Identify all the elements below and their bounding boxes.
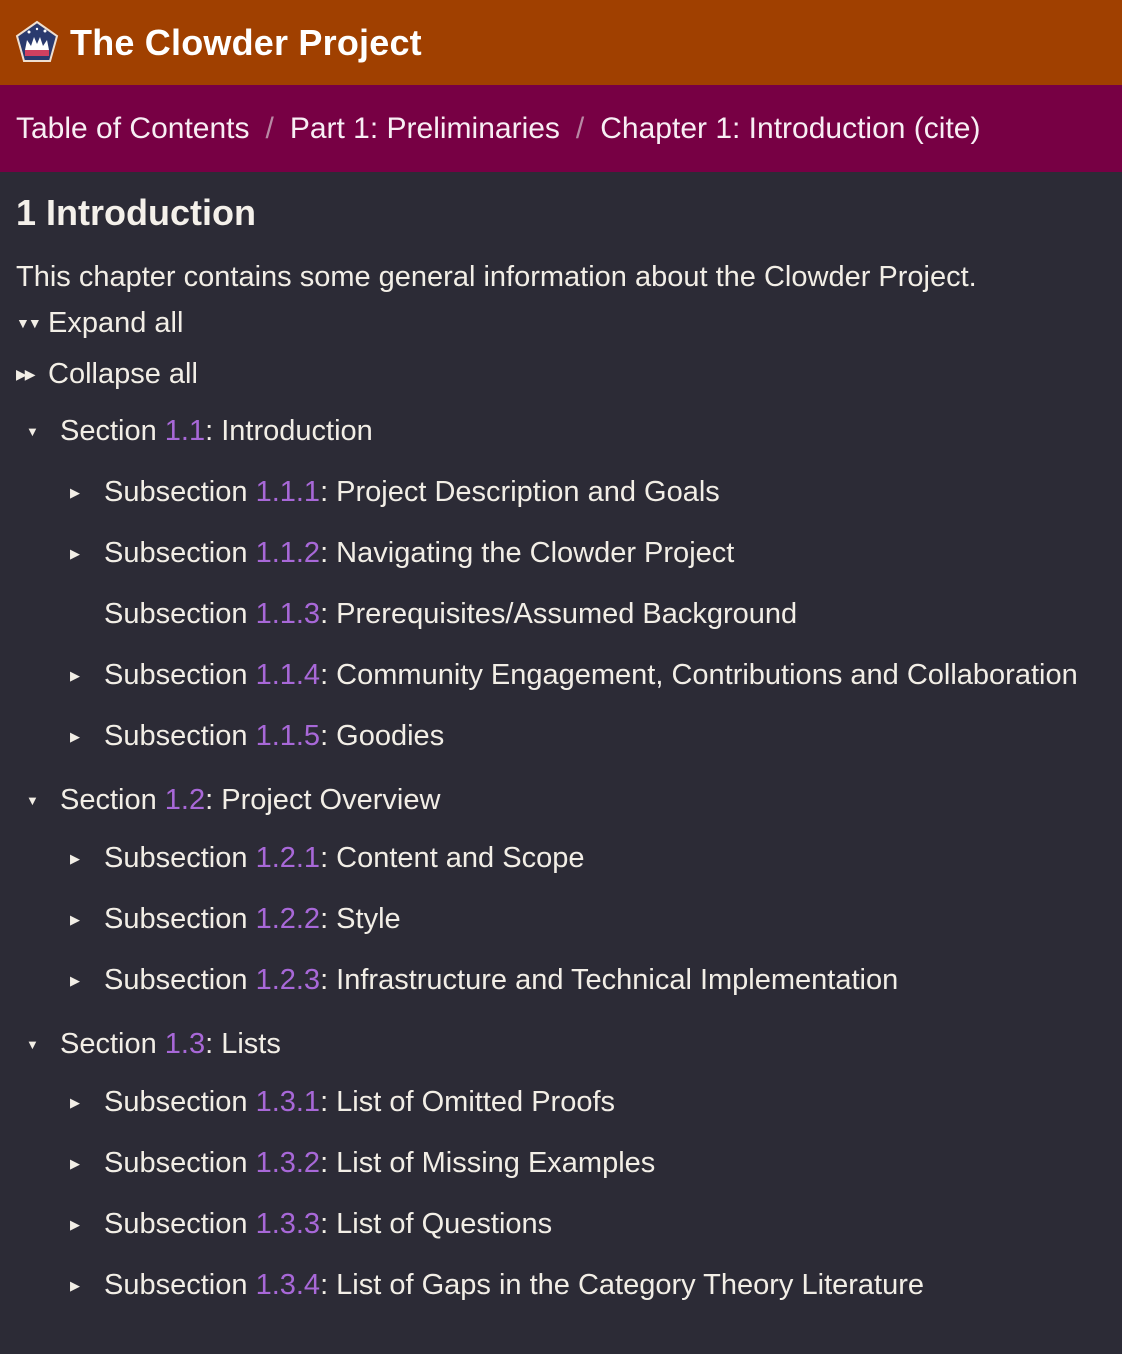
subsection-prefix: Subsection (104, 903, 248, 935)
section-prefix: Section (60, 1028, 157, 1060)
subsection-prefix: Subsection (104, 476, 248, 508)
triangle-right-icon[interactable]: ▶ (70, 911, 80, 927)
section-number[interactable]: 1.1 (164, 414, 206, 447)
toc-subsection[interactable] (16, 1072, 1106, 1133)
subsection-prefix: Subsection (104, 659, 248, 691)
triangle-right-icon[interactable]: ▶ (70, 1155, 80, 1171)
subsection-number[interactable]: 1.2.2 (255, 903, 321, 935)
expand-all-button[interactable] (16, 298, 1106, 349)
triangle-right-icon[interactable]: ▶ (70, 1216, 80, 1232)
collapse-all-label: Collapse all (48, 358, 198, 390)
triangle-down-icon[interactable]: ▼ (26, 423, 39, 439)
expand-all-label: Expand all (48, 307, 184, 339)
triangle-right-icon[interactable]: ▶ (70, 850, 80, 866)
triangle-right-icon[interactable]: ▶ (70, 972, 80, 988)
subsection-number[interactable]: 1.1.2 (255, 537, 321, 569)
section-prefix: Section (60, 414, 157, 447)
collapse-all-button[interactable] (16, 349, 1106, 400)
triangle-right-icon[interactable]: ▶ (70, 667, 80, 683)
breadcrumb-chapter[interactable]: Chapter 1: Introduction (cite) (600, 111, 981, 145)
double-triangle-down-icon: ▼▼ (16, 315, 40, 331)
section-title[interactable]: : Project Overview (205, 784, 441, 816)
section-prefix: Section (60, 784, 157, 816)
toc-subsection[interactable] (16, 584, 1106, 645)
toc-subsection[interactable] (16, 462, 1106, 523)
triangle-right-icon[interactable]: ▶ (70, 484, 80, 500)
section-number[interactable]: 1.2 (164, 784, 206, 816)
toc-section[interactable] (16, 400, 1106, 462)
site-header (0, 0, 1122, 85)
subsection-title[interactable]: : List of Questions (320, 1208, 553, 1240)
site-title[interactable]: The Clowder Project (70, 21, 422, 63)
breadcrumb-separator: / (575, 111, 585, 145)
section-number[interactable]: 1.3 (164, 1028, 206, 1060)
triangle-right-icon[interactable]: ▶ (70, 728, 80, 744)
clowder-logo-icon[interactable] (14, 20, 60, 66)
breadcrumb (0, 85, 1122, 172)
triangle-right-icon[interactable]: ▶ (70, 1277, 80, 1293)
toc-section[interactable] (16, 773, 1106, 828)
breadcrumb-toc[interactable]: Table of Contents (16, 111, 250, 145)
toc-subsection[interactable] (16, 889, 1106, 950)
subsection-number[interactable]: 1.2.1 (255, 842, 321, 874)
section-title[interactable]: : Introduction (205, 414, 373, 447)
subsection-prefix: Subsection (104, 1208, 248, 1240)
double-triangle-right-icon: ▶▶ (16, 366, 34, 382)
subsection-number[interactable]: 1.1.1 (255, 476, 321, 508)
subsection-prefix: Subsection (104, 1086, 248, 1118)
triangle-right-icon[interactable]: ▶ (70, 545, 80, 561)
chapter-intro: This chapter contains some general information about the Clowder Project. (16, 261, 977, 293)
toc-subsection[interactable] (16, 706, 1106, 767)
toc-subsection[interactable] (16, 828, 1106, 889)
toc-section[interactable] (16, 1017, 1106, 1072)
subsection-prefix: Subsection (104, 598, 248, 630)
subsection-title[interactable]: : Style (320, 903, 401, 935)
page-title: 1 Introduction (16, 192, 256, 233)
subsection-number[interactable]: 1.3.1 (255, 1086, 321, 1118)
subsection-title[interactable]: : List of Omitted Proofs (320, 1086, 616, 1118)
toc-subsection[interactable] (16, 950, 1106, 1011)
subsection-prefix: Subsection (104, 720, 248, 752)
subsection-title[interactable]: : Content and Scope (320, 842, 585, 874)
triangle-right-icon[interactable]: ▶ (70, 1094, 80, 1110)
toc-subsection[interactable] (16, 645, 1106, 706)
subsection-prefix: Subsection (104, 1269, 248, 1301)
subsection-prefix: Subsection (104, 842, 248, 874)
subsection-number[interactable]: 1.3.4 (255, 1269, 321, 1301)
toc-tree (16, 400, 1106, 1322)
subsection-title[interactable]: : Goodies (320, 720, 445, 752)
triangle-down-icon[interactable]: ▼ (26, 793, 39, 808)
toc-subsection[interactable] (16, 523, 1106, 584)
subsection-title[interactable]: : Prerequisites/Assumed Background (320, 598, 798, 630)
toc-subsection[interactable] (16, 1255, 1106, 1316)
subsection-number[interactable]: 1.2.3 (255, 964, 321, 996)
subsection-title[interactable]: : List of Gaps in the Category Theory Literature (320, 1269, 925, 1301)
subsection-number[interactable]: 1.1.4 (255, 659, 321, 691)
section-gap (16, 1316, 1106, 1322)
subsection-title[interactable]: : Project Description and Goals (320, 476, 720, 508)
subsection-title[interactable]: : Infrastructure and Technical Implementation (320, 964, 899, 996)
subsection-number[interactable]: 1.3.3 (255, 1208, 321, 1240)
triangle-down-icon[interactable]: ▼ (26, 1037, 39, 1052)
section-title[interactable]: : Lists (205, 1028, 281, 1060)
breadcrumb-part[interactable]: Part 1: Preliminaries (289, 111, 560, 145)
subsection-number[interactable]: 1.1.3 (255, 598, 321, 630)
subsection-title[interactable]: : Navigating the Clowder Project (320, 537, 735, 569)
breadcrumb-separator: / (265, 111, 274, 145)
subsection-number[interactable]: 1.1.5 (255, 720, 321, 752)
subsection-title[interactable]: : List of Missing Examples (320, 1147, 656, 1179)
subsection-title[interactable]: : Community Engagement, Contributions and Collaboration (320, 659, 1078, 691)
toc-subsection[interactable] (16, 1133, 1106, 1194)
subsection-prefix: Subsection (104, 1147, 248, 1179)
subsection-number[interactable]: 1.3.2 (255, 1147, 321, 1179)
main-content (0, 172, 1122, 1322)
subsection-prefix: Subsection (104, 537, 248, 569)
toc-subsection[interactable] (16, 1194, 1106, 1255)
subsection-prefix: Subsection (104, 964, 248, 996)
